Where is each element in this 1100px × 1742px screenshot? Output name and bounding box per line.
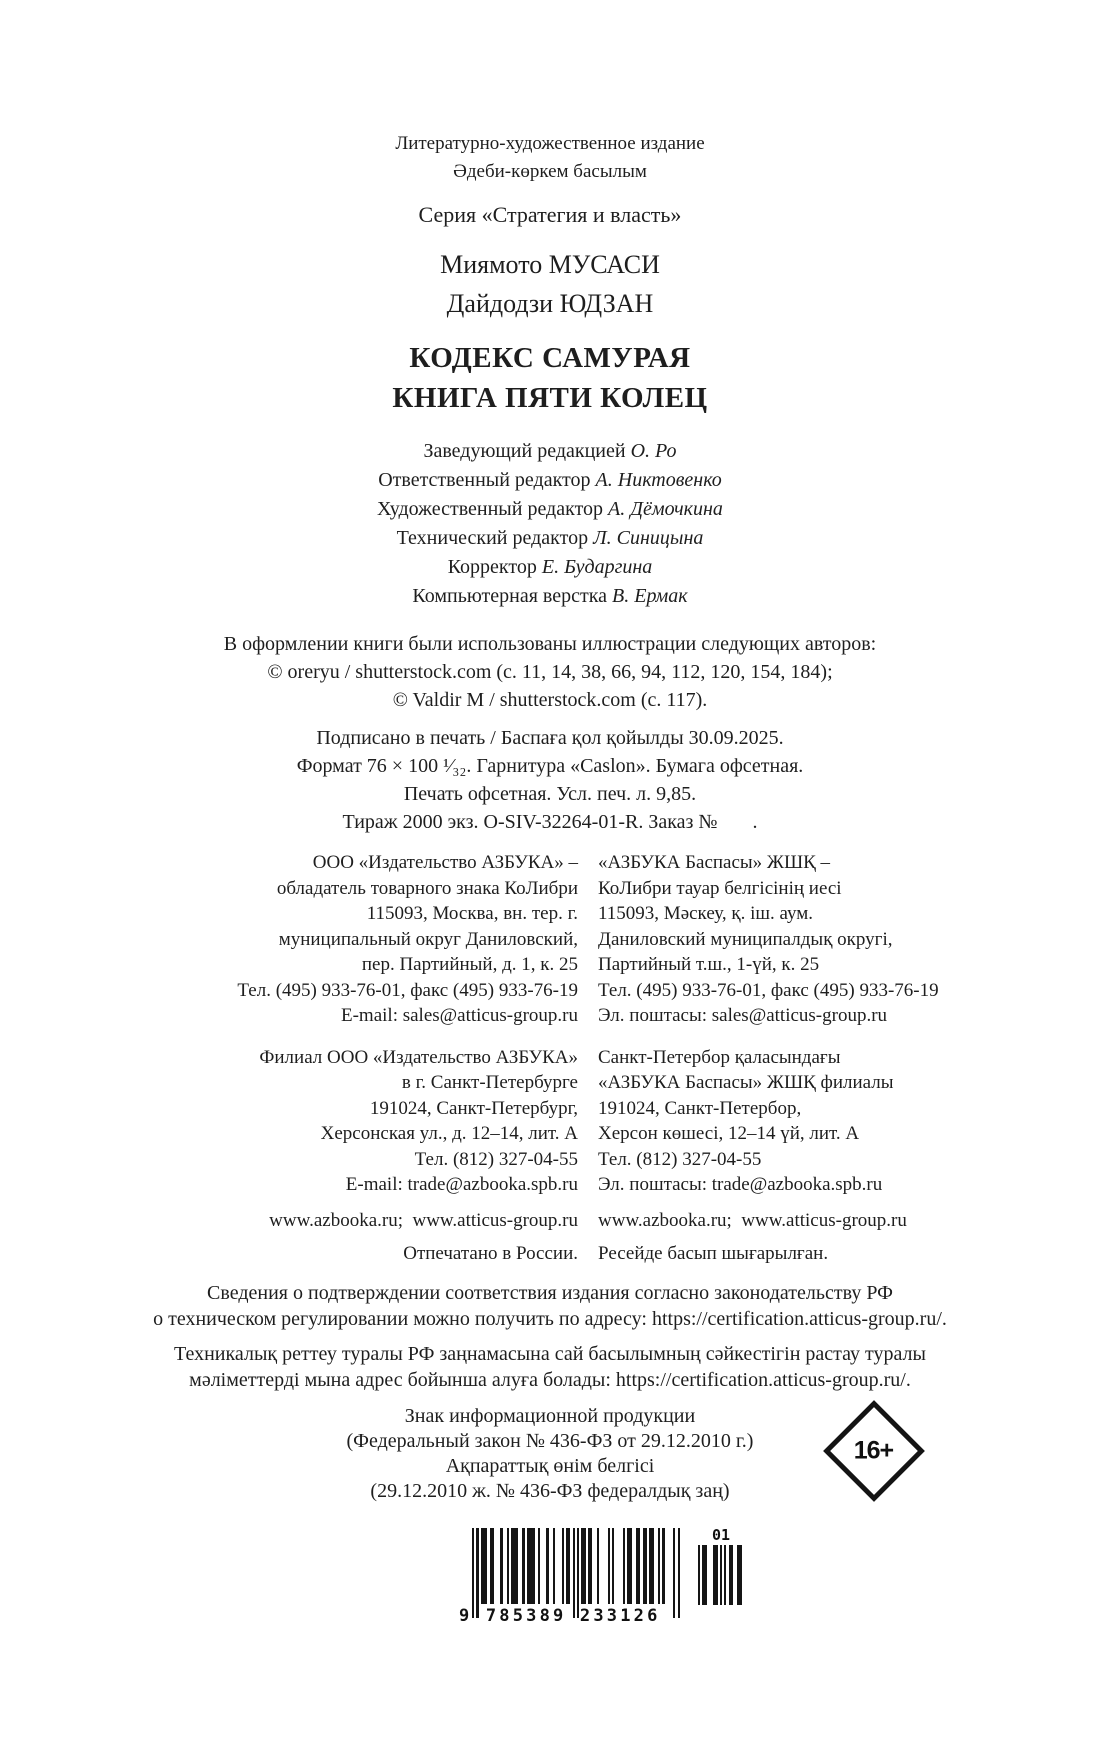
address-line: 191024, Санкт-Петербор, xyxy=(598,1097,802,1119)
address-line: E-mail: trade@azbooka.spb.ru xyxy=(345,1174,578,1195)
barcode-main xyxy=(459,1528,682,1626)
illustration-credits xyxy=(0,630,1100,714)
author-name-1: Миямото МУСАСИ xyxy=(440,250,660,279)
publisher-addresses xyxy=(132,850,1016,1267)
publisher-kz-spb-block xyxy=(598,1045,1016,1198)
info-product-law-kz: (29.12.2010 ж. № 436-ФЗ федералдық заң) xyxy=(370,1479,730,1502)
address-line: Тел. (495) 933-76-01, факс (495) 933-76-19 xyxy=(598,979,939,1001)
publisher-kz-moscow-block xyxy=(598,850,1016,1029)
age-rating-label: 16+ xyxy=(854,1435,894,1464)
address-line: обладатель товарного знака КоЛибри xyxy=(276,877,578,899)
staff-credit: Технический редактор Л. Синицына xyxy=(396,527,704,549)
print-info-line: Подписано в печать / Баспаға қол қойылды 30.09.2025. xyxy=(316,727,784,749)
staff-credit: Заведующий редакцией О. Ро xyxy=(423,440,677,462)
staff-credit: Компьютерная верстка В. Ермак xyxy=(412,585,688,607)
address-line: «АЗБУКА Баспасы» ЖШҚ филиалы xyxy=(598,1072,894,1093)
publisher-address-ru xyxy=(132,850,578,1267)
barcode-digits: 9 785389 233126 xyxy=(459,1605,661,1626)
book-title-line-2: КНИГА ПЯТИ КОЛЕЦ xyxy=(392,382,708,414)
info-product-mark-kz: Ақпараттық өнім белгісі xyxy=(445,1454,655,1477)
printed-in-note-ru: Отпечатано в России. xyxy=(403,1243,578,1264)
certification-line: мәліметтерді мына адрес бойынша алуға болады: https://certification.atticus-group.ru/. xyxy=(189,1368,911,1391)
illustration-credits-intro: В оформлении книги были использованы иллюстрации следующих авторов: xyxy=(223,633,877,655)
publisher-ru-spb-block xyxy=(132,1045,578,1198)
publisher-address-kz xyxy=(598,850,1016,1267)
certification-line: о техническом регулировании можно получить по адресу: https://certification.atticus-group.ru/. xyxy=(153,1307,947,1330)
address-line: ООО «Издательство АЗБУКА» – xyxy=(312,852,578,873)
address-line: Тел. (495) 933-76-01, факс (495) 933-76-19 xyxy=(237,979,578,1001)
websites-line: www.azbooka.ru; www.atticus-group.ru xyxy=(598,1209,907,1231)
barcode-addon-bars xyxy=(698,1545,744,1605)
address-line: Эл. поштасы: trade@azbooka.spb.ru xyxy=(598,1174,883,1195)
address-line: Тел. (812) 327-04-55 xyxy=(598,1148,762,1170)
certification-note-kz xyxy=(0,1341,1100,1393)
address-line: Херсонская ул., д. 12–14, лит. А xyxy=(320,1123,578,1144)
edition-type-ru: Литературно-художественное издание xyxy=(395,133,705,154)
book-title-line-1: КОДЕКС САМУРАЯ xyxy=(409,342,691,374)
publisher-ru-moscow-block xyxy=(132,850,578,1029)
info-product-law-ru: (Федеральный закон № 436-ФЗ от 29.12.2010 г.) xyxy=(346,1429,754,1452)
certification-note-ru xyxy=(0,1280,1100,1332)
address-line: в г. Санкт-Петербурге xyxy=(401,1072,578,1093)
illustration-credit: © Valdir M / shutterstock.com (с. 117). xyxy=(392,689,708,711)
address-line: 115093, Москва, вн. тер. г. xyxy=(366,903,578,924)
illustration-credit: © oreryu / shutterstock.com (с. 11, 14, 38, 66, 94, 112, 120, 154, 184); xyxy=(267,661,833,683)
staff-credit: Корректор Е. Бударгина xyxy=(447,556,653,578)
barcode-addon-label: 01 xyxy=(711,1525,731,1544)
staff-credit: Ответственный редактор А. Никтовенко xyxy=(378,469,722,491)
address-line: Филиал ООО «Издательство АЗБУКА» xyxy=(259,1046,578,1068)
staff-credit: Художественный редактор А. Дёмочкина xyxy=(377,498,723,520)
printed-in-note-kz: Ресейде басып шығарылған. xyxy=(598,1243,829,1264)
ean13-barcode xyxy=(459,1525,744,1626)
address-line: Санкт-Петербор қаласындағы xyxy=(598,1046,841,1068)
address-line: E-mail: sales@atticus-group.ru xyxy=(341,1005,578,1026)
address-line: Херсон көшесі, 12–14 үй, лит. А xyxy=(598,1123,860,1144)
address-line: Даниловский муниципалдық округі, xyxy=(598,928,893,950)
info-product-mark-ru: Знак информационной продукции xyxy=(404,1404,696,1427)
print-info-line: Печать офсетная. Усл. печ. л. 9,85. xyxy=(403,783,697,805)
info-product-mark xyxy=(0,1404,1100,1504)
certification-line: Сведения о подтверждении соответствия издания согласно законодательству РФ xyxy=(207,1281,893,1304)
address-line: Эл. поштасы: sales@atticus-group.ru xyxy=(598,1005,888,1026)
address-line: Тел. (812) 327-04-55 xyxy=(414,1148,578,1170)
book-title xyxy=(0,338,1100,418)
print-info-line: Формат 76 × 100 ¹⁄₃₂. Гарнитура «Caslon». Бумага офсетная. xyxy=(296,755,804,777)
certification-line: Техникалық реттеу туралы РФ заңнамасына сай басылымның сәйкестігін растау туралы xyxy=(174,1342,926,1365)
websites-line: www.azbooka.ru; www.atticus-group.ru xyxy=(269,1209,578,1231)
barcode-bars xyxy=(472,1528,682,1618)
authors-block xyxy=(0,245,1100,323)
barcode-addon xyxy=(698,1525,744,1605)
print-info-line: Тираж 2000 экз. O-SIV-32264-01-R. Заказ № . xyxy=(342,811,758,833)
author-name-2: Дайдодзи ЮДЗАН xyxy=(446,289,654,318)
print-run-info xyxy=(0,724,1100,836)
address-line: пер. Партийный, д. 1, к. 25 xyxy=(361,954,578,975)
address-line: 115093, Мәскеу, қ. іш. аум. xyxy=(598,903,814,924)
address-line: муниципальный округ Даниловский, xyxy=(278,928,578,950)
staff-credits xyxy=(0,437,1100,611)
address-line: 191024, Санкт-Петербург, xyxy=(369,1097,578,1119)
address-line: Партийный т.ш., 1-үй, к. 25 xyxy=(598,954,820,975)
address-line: КоЛибри тауар белгісінің иесі xyxy=(598,877,842,899)
address-line: «АЗБУКА Баспасы» ЖШҚ – xyxy=(598,852,831,873)
edition-type-kz: Әдеби-көркем басылым xyxy=(453,161,647,182)
series-name: Серия «Стратегия и власть» xyxy=(418,202,682,227)
